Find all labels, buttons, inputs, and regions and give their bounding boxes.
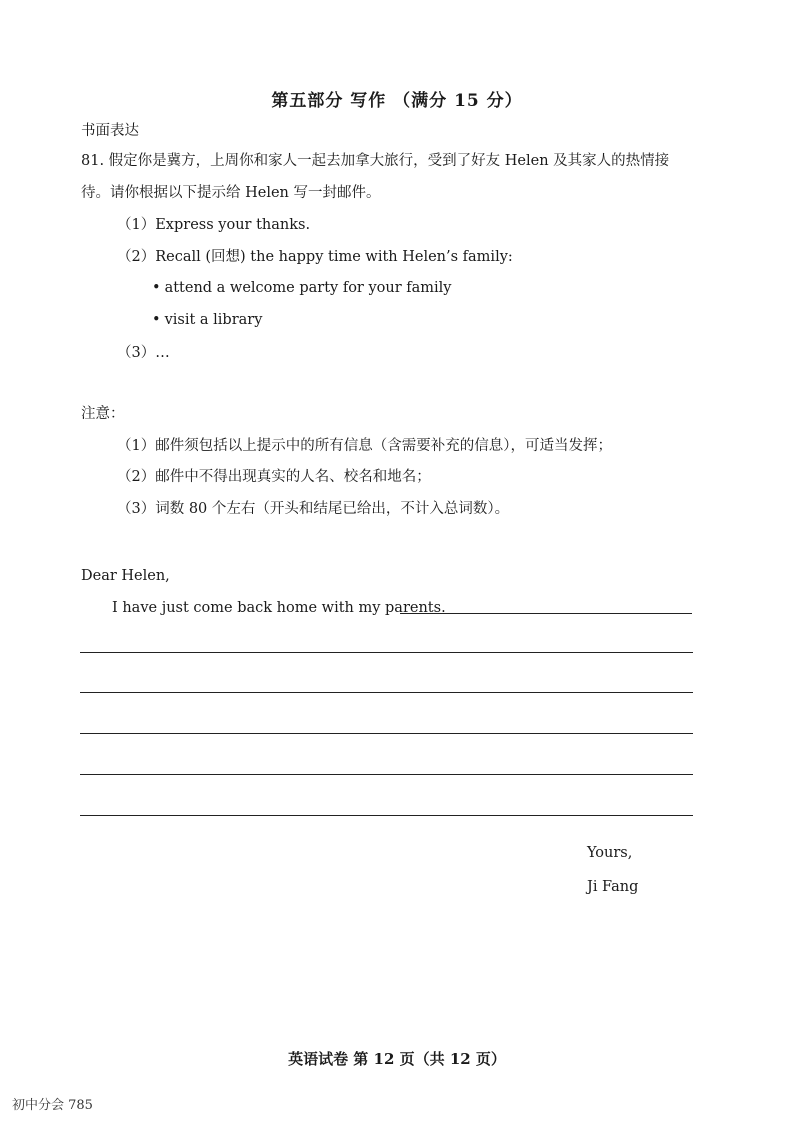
note-item: （2）邮件中不得出现真实的人名、校名和地名；: [117, 469, 431, 485]
section-heading: 书面表达: [81, 123, 139, 139]
page-title: 第五部分 写作 （满分 15 分）: [271, 91, 523, 111]
note-item: （3）词数 80 个左右（开头和结尾已给出，不计入总词数）。: [117, 501, 510, 517]
letter-salutation: Dear Helen,: [81, 568, 170, 584]
question-text-line-2: 待。请你根据以下提示给 Helen 写一封邮件。: [81, 185, 381, 201]
bullet-icon: [152, 280, 165, 296]
answer-line[interactable]: [80, 815, 693, 816]
letter-closing: Yours,: [587, 845, 633, 861]
notes-heading: 注意：: [81, 406, 125, 422]
page-footer: 英语试卷 第 12 页（共 12 页）: [288, 1050, 506, 1068]
bullet-icon: [152, 312, 165, 328]
bullet-text: visit a library: [164, 312, 263, 328]
answer-line[interactable]: [80, 733, 693, 734]
note-item: （1）邮件须包括以上提示中的所有信息（含需要补充的信息），可适当发挥；: [117, 438, 612, 454]
prompt-item: （2）Recall (回想) the happy time with Helen’s family:: [117, 249, 513, 265]
watermark: 初中分会 785: [12, 1098, 93, 1113]
prompt-item: （3）…: [117, 345, 170, 361]
answer-line[interactable]: [80, 774, 693, 775]
answer-line[interactable]: [80, 692, 693, 693]
bullet-item: [152, 310, 262, 330]
letter-signature: Ji Fang: [587, 879, 639, 895]
letter-first-line: I have just come back home with my parents.: [112, 600, 446, 616]
bullet-item: [152, 278, 452, 298]
answer-line[interactable]: [400, 613, 692, 614]
bullet-text: attend a welcome party for your family: [164, 280, 452, 296]
answer-line[interactable]: [80, 652, 693, 653]
prompt-item: （1）Express your thanks.: [117, 217, 311, 233]
question-text-line-1: 81. 假定你是冀方，上周你和家人一起去加拿大旅行，受到了好友 Helen 及其家人的热情接: [81, 153, 670, 169]
